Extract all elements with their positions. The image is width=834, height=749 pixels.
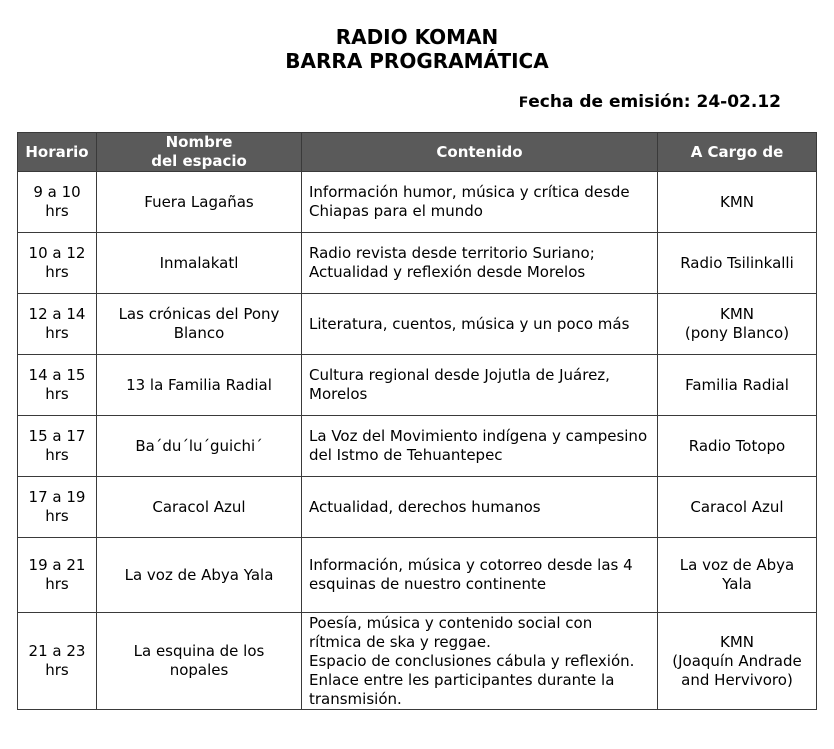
cell-nombre: Caracol Azul [97,477,302,538]
table-row [18,355,817,416]
cell-horario: 9 a 10 hrs [18,172,97,233]
table-row [18,233,817,294]
column-header-cargo: A Cargo de [658,133,817,172]
schedule-title: BARRA PROGRAMÁTICA [285,49,549,73]
table-row [18,294,817,355]
cell-contenido: Radio revista desde territorio Suriano; Actualidad y reflexión desde Morelos [302,233,658,294]
cell-nombre: Fuera Lagañas [97,172,302,233]
station-title: RADIO KOMAN [335,25,499,49]
cell-cargo: Radio Tsilinkalli [658,233,817,294]
cell-horario: 12 a 14 hrs [18,294,97,355]
cell-contenido: Literatura, cuentos, música y un poco más [302,294,658,355]
emission-date-text: echa de emisión: 24-02.12 [528,92,781,112]
cell-contenido: Cultura regional desde Jojutla de Juárez, Morelos [302,355,658,416]
cell-cargo: La voz de Abya Yala [658,538,817,613]
cell-contenido: Actualidad, derechos humanos [302,477,658,538]
cell-nombre: Ba´du´lu´guichi´ [97,416,302,477]
cell-nombre: La voz de Abya Yala [97,538,302,613]
cell-horario: 15 a 17 hrs [18,416,97,477]
cell-horario: 21 a 23 hrs [18,613,97,710]
cell-cargo: Radio Totopo [658,416,817,477]
cell-nombre: Las crónicas del Pony Blanco [97,294,302,355]
table-header-row [18,133,817,172]
cell-horario: 14 a 15 hrs [18,355,97,416]
table-row [18,538,817,613]
cell-contenido: Información, música y cotorreo desde las 4 esquinas de nuestro continente [302,538,658,613]
program-schedule-table [17,132,817,710]
cell-horario: 10 a 12 hrs [18,233,97,294]
cell-nombre: Inmalakatl [97,233,302,294]
cell-horario: 17 a 19 hrs [18,477,97,538]
table-row [18,172,817,233]
cell-cargo: KMN (pony Blanco) [658,294,817,355]
cell-nombre: La esquina de los nopales [97,613,302,710]
cell-cargo: KMN [658,172,817,233]
column-header-contenido: Contenido [302,133,658,172]
table-row [18,613,817,710]
cell-cargo: KMN (Joaquín Andrade and Hervivoro) [658,613,817,710]
column-header-nombre: Nombre del espacio [97,133,302,172]
cell-contenido: Información humor, música y crítica desde Chiapas para el mundo [302,172,658,233]
cell-contenido: Poesía, música y contenido social con rítmica de ska y reggae. Espacio de conclusiones cábula y reflexión. Enlace entre les participantes durante la transmisión. [302,613,658,710]
cell-nombre: 13 la Familia Radial [97,355,302,416]
cell-horario: 19 a 21 hrs [18,538,97,613]
column-header-horario: Horario [18,133,97,172]
table-row [18,477,817,538]
emission-date-first-letter: F [518,95,529,111]
cell-contenido: La Voz del Movimiento indígena y campesino del Istmo de Tehuantepec [302,416,658,477]
emission-date [519,91,781,114]
cell-cargo: Caracol Azul [658,477,817,538]
cell-cargo: Familia Radial [658,355,817,416]
table-row [18,416,817,477]
